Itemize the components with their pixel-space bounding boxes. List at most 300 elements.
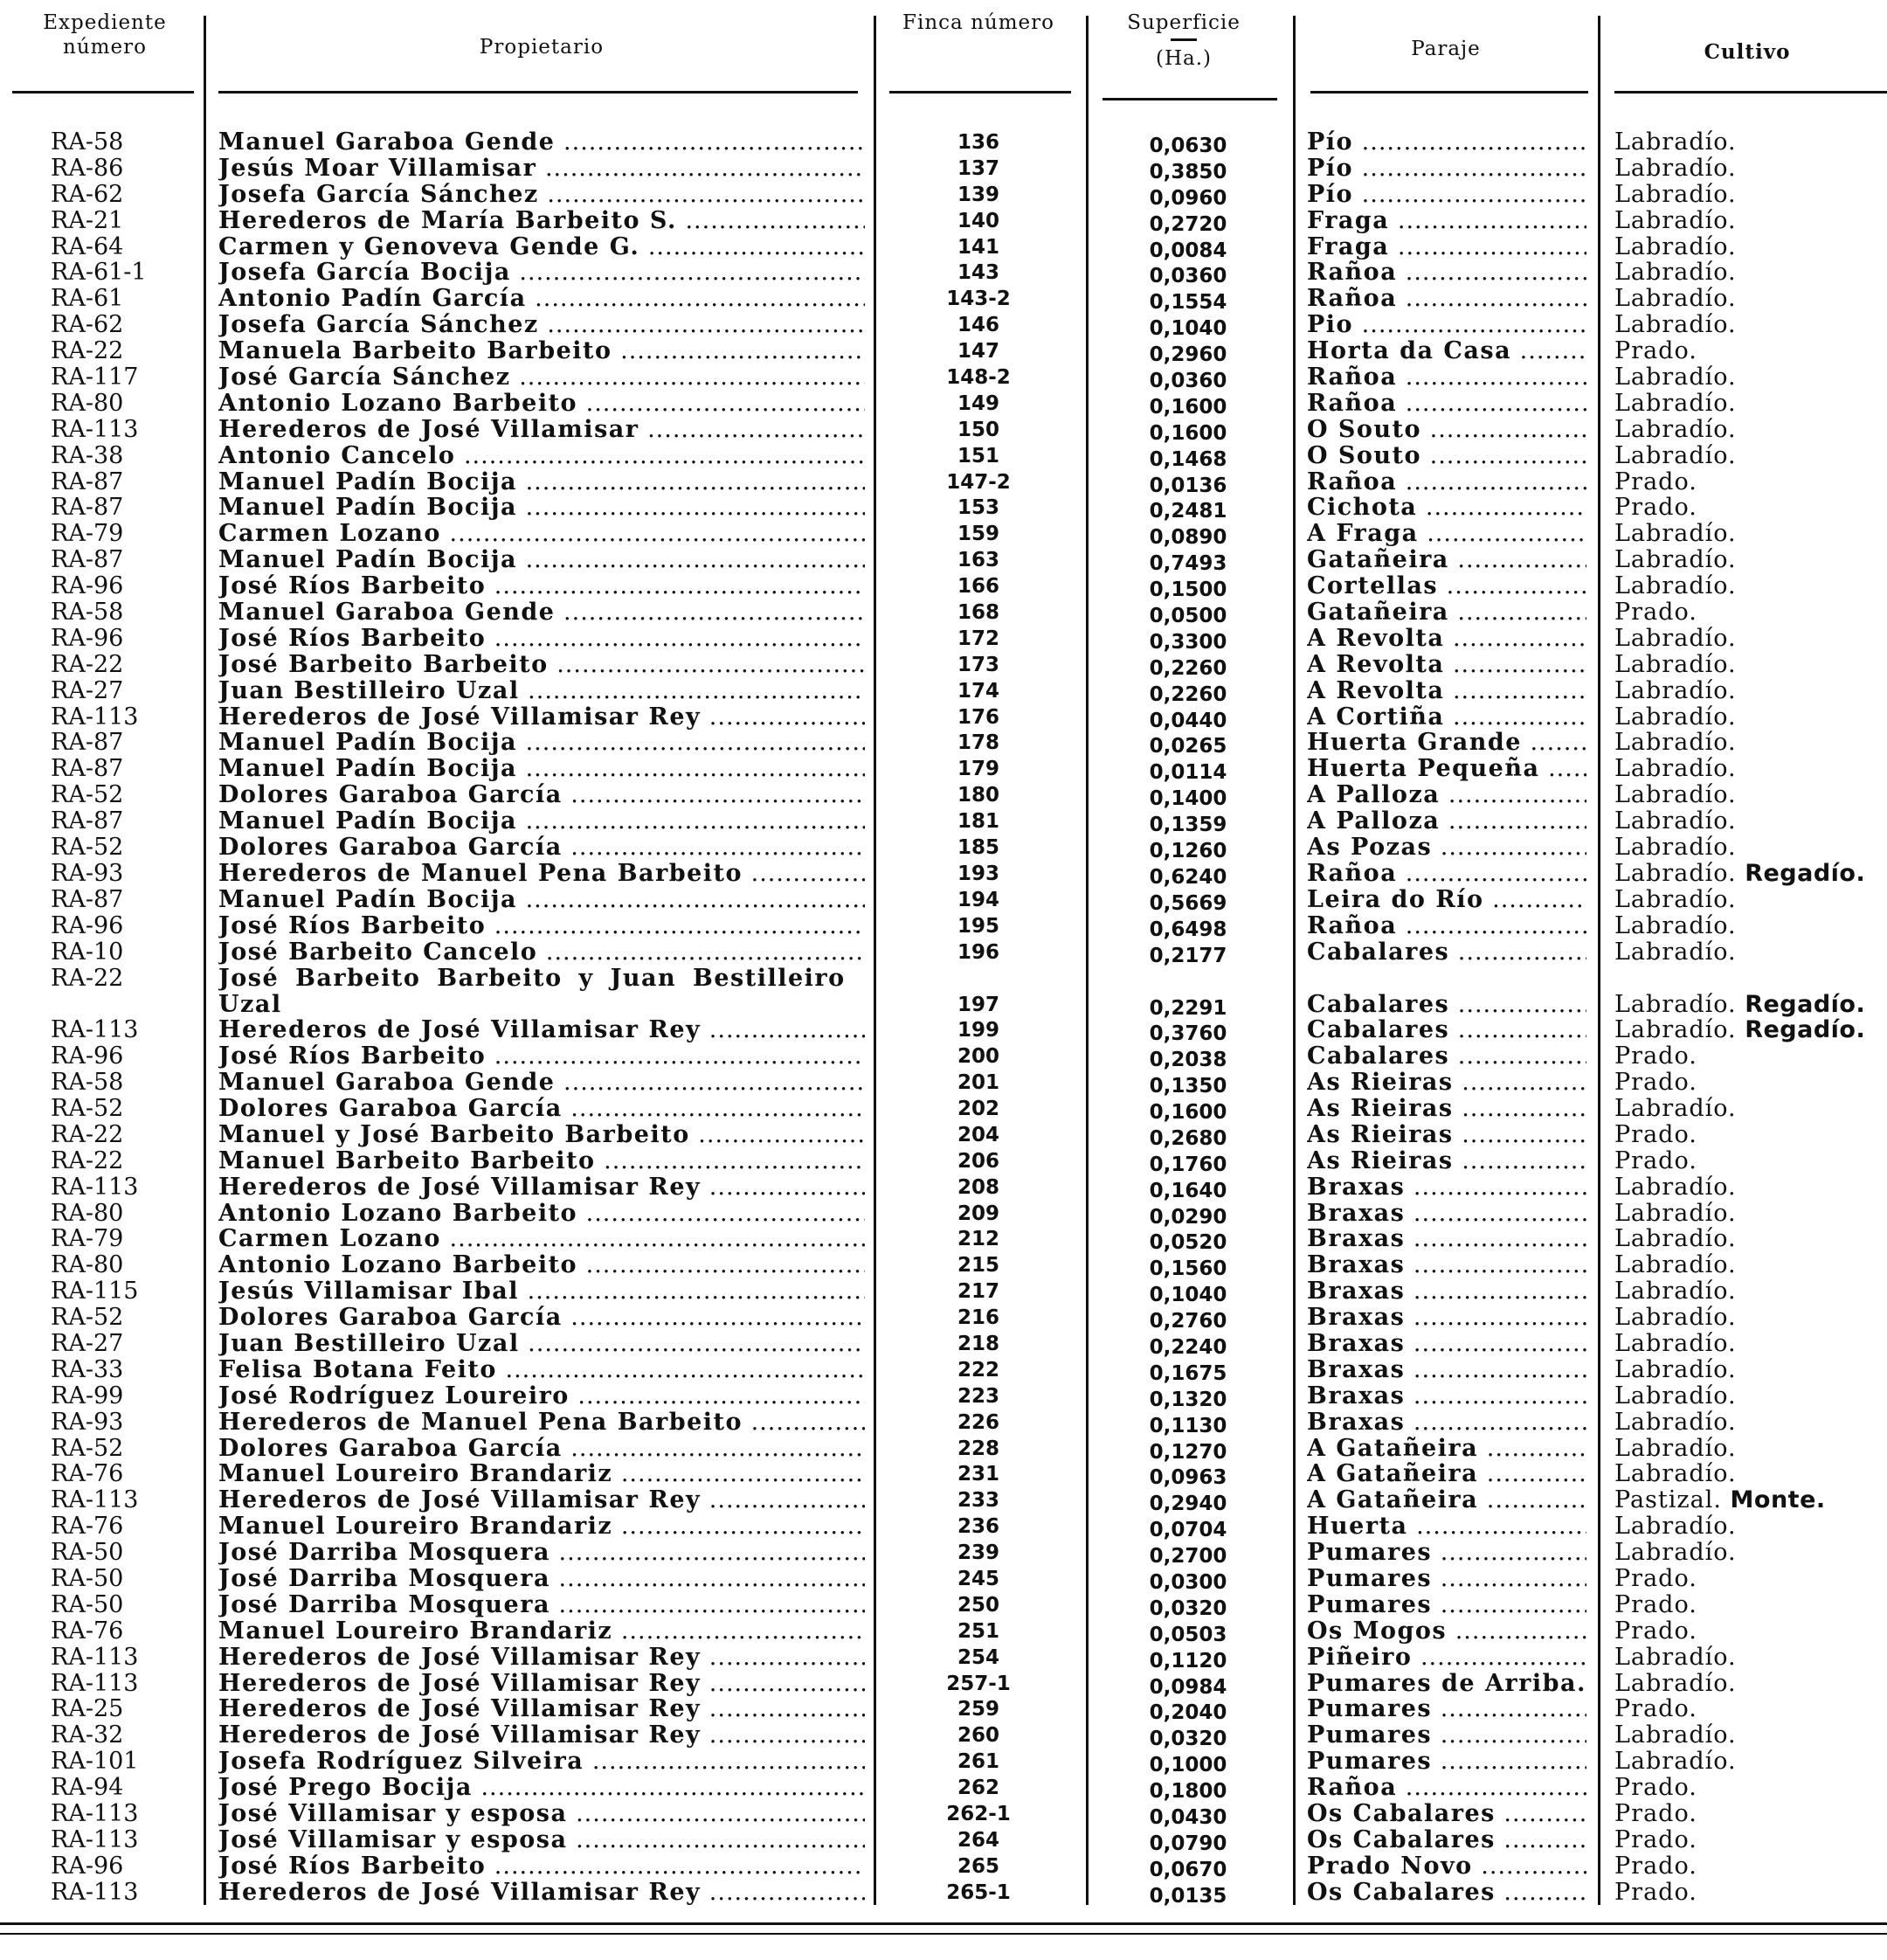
table-row bbox=[0, 1801, 1887, 1830]
superficie-cell: 0,2960 bbox=[1149, 343, 1227, 367]
cultivo-primary: Prado. bbox=[1614, 1617, 1697, 1645]
expediente-cell: RA-94 bbox=[51, 1775, 124, 1802]
finca-cell: 172 bbox=[957, 627, 999, 650]
cultivo-primary: Labradío. bbox=[1614, 547, 1737, 574]
finca-cell: 201 bbox=[957, 1071, 999, 1095]
propietario-cell: Manuel Padín Bocija ..... bbox=[218, 547, 865, 573]
paraje-cell: Braxas ..... bbox=[1307, 1252, 1586, 1278]
header-superficie-label: Superficie bbox=[1127, 11, 1241, 34]
cultivo-primary: Labradío. bbox=[1614, 860, 1737, 887]
table-row bbox=[0, 1645, 1887, 1671]
table-row bbox=[0, 312, 1887, 341]
cultivo-primary: Labradío. bbox=[1614, 1252, 1737, 1279]
cultivo-primary: Labradío. bbox=[1614, 1330, 1737, 1357]
cultivo-primary: Labradío. bbox=[1614, 991, 1737, 1018]
expediente-cell: RA-22 bbox=[51, 965, 124, 992]
cultivo-cell bbox=[1614, 338, 1887, 364]
table-row bbox=[0, 1148, 1887, 1174]
finca-cell: 223 bbox=[957, 1384, 999, 1408]
expediente-cell: RA-87 bbox=[51, 808, 124, 835]
cultivo-primary: Labradío. bbox=[1614, 1644, 1737, 1671]
propietario-cell: Manuel Padín Bocija ..... bbox=[218, 730, 865, 756]
propietario-cell: Manuel y José Barbeito Barbeito ..... bbox=[218, 1122, 865, 1148]
finca-cell: 199 bbox=[957, 1019, 999, 1042]
finca-cell: 261 bbox=[957, 1750, 999, 1774]
cultivo-cell bbox=[1614, 808, 1887, 835]
table-row bbox=[0, 234, 1887, 260]
table-row bbox=[0, 469, 1887, 495]
paraje-cell: A Palloza ..... bbox=[1307, 808, 1586, 835]
finca-cell: 185 bbox=[957, 836, 999, 860]
finca-cell: 141 bbox=[957, 235, 999, 259]
propietario-cell: Dolores Garaboa García ..... bbox=[218, 782, 865, 808]
cultivo-cell bbox=[1614, 599, 1887, 626]
superficie-cell: 0,2720 bbox=[1149, 212, 1227, 236]
superficie-cell: 0,1675 bbox=[1149, 1361, 1227, 1385]
cultivo-primary: Prado. bbox=[1614, 1826, 1697, 1853]
cultivo-primary: Labradío. bbox=[1614, 782, 1737, 809]
finca-cell: 166 bbox=[957, 575, 999, 599]
cultivo-primary: Prado. bbox=[1614, 1566, 1697, 1592]
header-rule-cultivo bbox=[1614, 91, 1887, 93]
superficie-cell: 0,3850 bbox=[1149, 160, 1227, 184]
expediente-cell: RA-27 bbox=[51, 677, 124, 704]
propietario-cell: Juan Bestilleiro Uzal ..... bbox=[218, 678, 865, 704]
cultivo-cell bbox=[1614, 992, 1887, 1018]
paraje-cell: A Gatañeira ..... bbox=[1307, 1436, 1586, 1462]
propietario-cell: Antonio Padín García ..... bbox=[218, 286, 865, 312]
propietario-cell: Josefa García Bocija ..... bbox=[218, 260, 865, 286]
header-rule-expediente bbox=[12, 91, 194, 93]
table-row bbox=[0, 1305, 1887, 1331]
table-row bbox=[0, 1096, 1887, 1122]
table-row bbox=[0, 1592, 1887, 1618]
cultivo-cell bbox=[1614, 495, 1887, 521]
paraje-cell: Rañoa ..... bbox=[1307, 364, 1586, 391]
table-row bbox=[0, 887, 1887, 913]
table-row bbox=[0, 1749, 1887, 1775]
paraje-cell: Cabalares ..... bbox=[1307, 1043, 1586, 1070]
paraje-cell: A Gatañeira ..... bbox=[1307, 1487, 1586, 1513]
table-row bbox=[0, 156, 1887, 182]
finca-cell: 194 bbox=[957, 888, 999, 911]
table-body bbox=[0, 129, 1887, 1906]
expediente-cell: RA-52 bbox=[51, 1435, 124, 1462]
propietario-cell: José Villamisar y esposa ..... bbox=[218, 1827, 865, 1853]
expediente-cell: RA-76 bbox=[51, 1617, 124, 1645]
propietario-cell: Herederos de José Villamisar Rey ..... bbox=[218, 1880, 865, 1906]
propietario-cell: Manuel Garaboa Gende ..... bbox=[218, 1070, 865, 1096]
table-row bbox=[0, 1540, 1887, 1569]
superficie-cell: 0,2260 bbox=[1149, 656, 1227, 680]
expediente-cell: RA-10 bbox=[51, 938, 124, 966]
propietario-cell: Dolores Garaboa García ..... bbox=[218, 835, 865, 861]
cultivo-primary: Prado. bbox=[1614, 1775, 1697, 1802]
finca-cell: 193 bbox=[957, 862, 999, 885]
cultivo-cell bbox=[1614, 547, 1887, 573]
paraje-cell: Piñeiro ..... bbox=[1307, 1645, 1586, 1671]
cultivo-primary: Prado. bbox=[1614, 1070, 1697, 1097]
superficie-cell: 0,1270 bbox=[1149, 1440, 1227, 1464]
cultivo-primary: Prado. bbox=[1614, 1801, 1697, 1828]
cultivo-primary: Labradío. bbox=[1614, 442, 1737, 469]
expediente-cell: RA-113 bbox=[51, 1017, 139, 1044]
finca-cell: 239 bbox=[957, 1541, 999, 1565]
cultivo-primary: Labradío. bbox=[1614, 1174, 1737, 1201]
header-expediente: Expediente número bbox=[43, 11, 167, 59]
finca-cell: 265 bbox=[957, 1854, 999, 1878]
finca-cell: 231 bbox=[957, 1463, 999, 1486]
cultivo-cell bbox=[1614, 1383, 1887, 1409]
superficie-cell: 0,1760 bbox=[1149, 1153, 1227, 1176]
finca-cell: 257-1 bbox=[946, 1672, 1011, 1695]
paraje-cell: Pumares ..... bbox=[1307, 1696, 1586, 1722]
cultivo-cell bbox=[1614, 1278, 1887, 1305]
paraje-cell: As Rieiras ..... bbox=[1307, 1070, 1586, 1096]
superficie-cell: 0,0114 bbox=[1149, 761, 1227, 785]
propietario-cell: Manuel Garaboa Gende ..... bbox=[218, 129, 865, 156]
cultivo-cell bbox=[1614, 1201, 1887, 1227]
superficie-cell: 0,1468 bbox=[1149, 447, 1227, 471]
cultivo-primary: Labradío. bbox=[1614, 835, 1737, 862]
finca-cell: 208 bbox=[957, 1175, 999, 1199]
propietario-cell: Manuel Loureiro Brandariz ..... bbox=[218, 1513, 865, 1540]
expediente-cell: RA-80 bbox=[51, 1252, 124, 1279]
paraje-cell: Braxas ..... bbox=[1307, 1201, 1586, 1227]
finca-cell: 195 bbox=[957, 914, 999, 938]
expediente-cell: RA-87 bbox=[51, 730, 124, 757]
finca-cell: 168 bbox=[957, 601, 999, 625]
cultivo-secondary: Regadío. bbox=[1745, 860, 1866, 887]
superficie-cell: 0,1359 bbox=[1149, 814, 1227, 837]
table-row bbox=[0, 338, 1887, 367]
cultivo-cell bbox=[1614, 208, 1887, 234]
paraje-cell: A Palloza ..... bbox=[1307, 782, 1586, 808]
propietario-cell: Herederos de José Villamisar Rey ..... bbox=[218, 1645, 865, 1671]
finca-cell: 147-2 bbox=[946, 470, 1011, 494]
superficie-cell: 0,1000 bbox=[1149, 1754, 1227, 1777]
expediente-cell: RA-33 bbox=[51, 1356, 124, 1383]
cultivo-primary: Prado. bbox=[1614, 1043, 1697, 1070]
cultivo-cell bbox=[1614, 1566, 1887, 1592]
cultivo-primary: Labradío. bbox=[1614, 155, 1737, 182]
cultivo-cell bbox=[1614, 887, 1887, 913]
finca-cell: 254 bbox=[957, 1645, 999, 1669]
finca-cell: 140 bbox=[957, 209, 999, 232]
propietario-cell: Josefa García Sánchez ..... bbox=[218, 312, 865, 338]
paraje-cell: Os Mogos ..... bbox=[1307, 1618, 1586, 1645]
superficie-cell: 0,0360 bbox=[1149, 265, 1227, 288]
paraje-cell: Os Cabalares ..... bbox=[1307, 1827, 1586, 1853]
finca-cell: 149 bbox=[957, 391, 999, 415]
table-row bbox=[0, 652, 1887, 678]
table-row bbox=[0, 1513, 1887, 1540]
superficie-cell: 0,0984 bbox=[1149, 1675, 1227, 1699]
finca-cell: 245 bbox=[957, 1568, 999, 1590]
paraje-cell: As Rieiras ..... bbox=[1307, 1148, 1586, 1174]
propietario-cell: José Ríos Barbeito ..... bbox=[218, 573, 865, 599]
expediente-cell: RA-21 bbox=[51, 207, 124, 234]
table-row bbox=[0, 417, 1887, 443]
cultivo-primary: Prado. bbox=[1614, 1853, 1697, 1880]
expediente-cell: RA-25 bbox=[51, 1696, 124, 1723]
superficie-cell: 0,0963 bbox=[1149, 1466, 1227, 1490]
table-row bbox=[0, 1618, 1887, 1645]
table-row bbox=[0, 913, 1887, 939]
paraje-cell: Huerta Grande ..... bbox=[1307, 730, 1586, 756]
finca-cell: 181 bbox=[957, 810, 999, 834]
cultivo-primary: Labradío. bbox=[1614, 1278, 1737, 1306]
propietario-cell: Herederos de José Villamisar Rey ..... bbox=[218, 1696, 865, 1722]
finca-cell: 159 bbox=[957, 523, 999, 546]
expediente-cell: RA-80 bbox=[51, 390, 124, 417]
finca-cell: 259 bbox=[957, 1698, 999, 1721]
table-row bbox=[0, 626, 1887, 652]
bottom-rule bbox=[0, 1922, 1887, 1925]
cultivo-cell bbox=[1614, 1357, 1887, 1383]
paraje-cell: Huerta Pequeña ..... bbox=[1307, 756, 1586, 782]
propietario-cell: José Ríos Barbeito ..... bbox=[218, 1043, 865, 1070]
expediente-cell: RA-50 bbox=[51, 1591, 124, 1618]
finca-cell: 137 bbox=[957, 156, 999, 180]
paraje-cell: Braxas ..... bbox=[1307, 1305, 1586, 1331]
table-row bbox=[0, 521, 1887, 550]
superficie-cell: 0,7493 bbox=[1149, 552, 1227, 576]
propietario-cell: Herederos de José Villamisar Rey ..... bbox=[218, 1174, 865, 1201]
superficie-cell: 0,1500 bbox=[1149, 578, 1227, 602]
paraje-cell: Rañoa ..... bbox=[1307, 913, 1586, 939]
expediente-cell: RA-93 bbox=[51, 860, 124, 887]
cultivo-cell bbox=[1614, 1540, 1887, 1566]
expediente-cell: RA-87 bbox=[51, 468, 124, 495]
paraje-cell: Cabalares ..... bbox=[1307, 1017, 1586, 1043]
table-row bbox=[0, 364, 1887, 391]
propietario-cell: José Barbeito Cancelo ..... bbox=[218, 939, 865, 966]
superficie-cell: 0,2040 bbox=[1149, 1701, 1227, 1725]
cultivo-primary: Labradío. bbox=[1614, 1670, 1737, 1697]
propietario-cell: Manuel Padín Bocija ..... bbox=[218, 756, 865, 782]
cultivo-cell bbox=[1614, 364, 1887, 391]
paraje-cell: Braxas ..... bbox=[1307, 1278, 1586, 1305]
cultivo-primary: Labradío. bbox=[1614, 364, 1737, 391]
cultivo-cell bbox=[1614, 469, 1887, 495]
superficie-cell: 0,1400 bbox=[1149, 787, 1227, 811]
cultivo-cell bbox=[1614, 286, 1887, 312]
superficie-cell: 0,2700 bbox=[1149, 1545, 1227, 1569]
superficie-cell: 0,6498 bbox=[1149, 918, 1227, 941]
cultivo-primary: Labradío. bbox=[1614, 1200, 1737, 1227]
expediente-cell: RA-113 bbox=[51, 1670, 139, 1697]
finca-cell: 250 bbox=[957, 1593, 999, 1617]
propietario-cell: Felisa Botana Feito ..... bbox=[218, 1357, 865, 1383]
cultivo-cell bbox=[1614, 626, 1887, 652]
table-row bbox=[0, 1122, 1887, 1148]
header-superficie bbox=[1096, 10, 1271, 71]
propietario-cell: José Villamisar y esposa ..... bbox=[218, 1801, 865, 1827]
paraje-cell: Braxas ..... bbox=[1307, 1409, 1586, 1436]
cultivo-primary: Labradío. bbox=[1614, 1226, 1737, 1253]
paraje-cell: Pumares ..... bbox=[1307, 1592, 1586, 1618]
cultivo-primary: Labradío. bbox=[1614, 1461, 1737, 1488]
header-finca: Finca número bbox=[902, 11, 1054, 34]
superficie-cell: 0,2038 bbox=[1149, 1049, 1227, 1072]
header-rule-superficie bbox=[1102, 98, 1277, 100]
finca-cell: 147 bbox=[957, 340, 999, 364]
table-row bbox=[0, 1566, 1887, 1592]
cultivo-cell bbox=[1614, 443, 1887, 469]
cultivo-primary: Labradío. bbox=[1614, 416, 1737, 443]
paraje-cell: Rañoa ..... bbox=[1307, 1775, 1586, 1801]
finca-cell: 176 bbox=[957, 705, 999, 729]
cultivo-primary: Prado. bbox=[1614, 338, 1697, 365]
cultivo-cell bbox=[1614, 129, 1887, 156]
finca-cell: 146 bbox=[957, 314, 999, 337]
expediente-cell: RA-52 bbox=[51, 1305, 124, 1332]
paraje-cell: Pío ..... bbox=[1307, 182, 1586, 208]
finca-cell: 216 bbox=[957, 1306, 999, 1330]
table-row bbox=[0, 1722, 1887, 1749]
table-row bbox=[0, 678, 1887, 704]
paraje-cell: Cichota ..... bbox=[1307, 495, 1586, 521]
paraje-cell: Cabalares ..... bbox=[1307, 992, 1586, 1018]
cultivo-cell bbox=[1614, 1487, 1887, 1513]
superficie-cell: 0,1120 bbox=[1149, 1649, 1227, 1673]
finca-cell: 228 bbox=[957, 1437, 999, 1460]
expediente-cell: RA-61-1 bbox=[51, 260, 147, 287]
cultivo-primary: Prado. bbox=[1614, 1147, 1697, 1174]
superficie-cell: 0,1260 bbox=[1149, 840, 1227, 863]
superficie-cell: 0,1640 bbox=[1149, 1179, 1227, 1202]
header-rule-paraje bbox=[1310, 91, 1588, 93]
propietario-cell: Manuel Padín Bocija ..... bbox=[218, 469, 865, 495]
propietario-cell: Herederos de María Barbeito S. ..... bbox=[218, 208, 865, 234]
table-row bbox=[0, 782, 1887, 811]
bottom-rule-double bbox=[0, 1933, 1887, 1935]
cultivo-secondary: Regadío. bbox=[1745, 1017, 1866, 1044]
cultivo-cell bbox=[1614, 312, 1887, 338]
paraje-cell: Fraga ..... bbox=[1307, 208, 1586, 234]
table-row bbox=[0, 547, 1887, 576]
superficie-cell: 0,3760 bbox=[1149, 1022, 1227, 1046]
paraje-cell: As Pozas ..... bbox=[1307, 835, 1586, 861]
table-row bbox=[0, 286, 1887, 315]
expediente-cell: RA-22 bbox=[51, 1147, 124, 1174]
paraje-cell: O Souto ..... bbox=[1307, 417, 1586, 443]
finca-cell: 148-2 bbox=[946, 366, 1011, 390]
paraje-cell: A Revolta ..... bbox=[1307, 626, 1586, 652]
expediente-cell: RA-52 bbox=[51, 835, 124, 862]
propietario-cell: Herederos de Manuel Pena Barbeito ..... bbox=[218, 861, 865, 887]
cultivo-primary: Prado. bbox=[1614, 599, 1697, 627]
cultivo-primary: Labradío. bbox=[1614, 1356, 1737, 1383]
superficie-cell: 0,0430 bbox=[1149, 1806, 1227, 1830]
expediente-cell: RA-86 bbox=[51, 155, 124, 182]
cultivo-primary: Labradío. bbox=[1614, 677, 1737, 704]
propietario-cell: Josefa García Sánchez ..... bbox=[218, 182, 865, 208]
superficie-cell: 0,0890 bbox=[1149, 526, 1227, 550]
cultivo-primary: Pastizal. bbox=[1614, 1487, 1722, 1514]
expediente-cell: RA-22 bbox=[51, 1121, 124, 1148]
superficie-cell: 0,0670 bbox=[1149, 1858, 1227, 1881]
superficie-cell: 0,0790 bbox=[1149, 1832, 1227, 1855]
cultivo-primary: Labradío. bbox=[1614, 233, 1737, 260]
cultivo-cell bbox=[1614, 1592, 1887, 1618]
table-row bbox=[0, 208, 1887, 234]
header-superficie-dash bbox=[1171, 38, 1197, 41]
finca-cell: 202 bbox=[957, 1097, 999, 1120]
paraje-cell: Pumares ..... bbox=[1307, 1540, 1586, 1566]
cultivo-cell bbox=[1614, 1775, 1887, 1801]
cultivo-cell bbox=[1614, 1461, 1887, 1487]
cultivo-cell bbox=[1614, 1043, 1887, 1070]
cultivo-cell bbox=[1614, 1618, 1887, 1645]
superficie-cell: 0,0440 bbox=[1149, 709, 1227, 732]
expediente-cell: RA-50 bbox=[51, 1566, 124, 1592]
cultivo-cell bbox=[1614, 1096, 1887, 1122]
cultivo-primary: Labradío. bbox=[1614, 938, 1737, 966]
table-row bbox=[0, 1252, 1887, 1281]
cultivo-cell bbox=[1614, 1880, 1887, 1906]
propietario-cell: José Darriba Mosquera ..... bbox=[218, 1592, 865, 1618]
cultivo-cell bbox=[1614, 573, 1887, 599]
propietario-cell: Jesús Moar Villamisar ..... bbox=[218, 156, 865, 182]
finca-cell: 222 bbox=[957, 1358, 999, 1382]
finca-cell: 262 bbox=[957, 1776, 999, 1800]
propietario-cell: Herederos de José Villamisar Rey ..... bbox=[218, 1487, 865, 1513]
paraje-cell: Fraga ..... bbox=[1307, 234, 1586, 260]
table-row bbox=[0, 1226, 1887, 1255]
superficie-cell: 0,0300 bbox=[1149, 1571, 1227, 1594]
paraje-cell: Rañoa ..... bbox=[1307, 260, 1586, 286]
finca-cell: 139 bbox=[957, 183, 999, 206]
table-row bbox=[0, 260, 1887, 286]
propietario-cell: Manuela Barbeito Barbeito ..... bbox=[218, 338, 865, 364]
cultivo-cell bbox=[1614, 1853, 1887, 1880]
cultivo-primary: Prado. bbox=[1614, 495, 1697, 522]
expediente-cell: RA-115 bbox=[51, 1278, 139, 1306]
table-row bbox=[0, 495, 1887, 521]
paraje-cell: Gatañeira ..... bbox=[1307, 599, 1586, 626]
cultivo-primary: Labradío. bbox=[1614, 390, 1737, 417]
paraje-cell: A Revolta ..... bbox=[1307, 678, 1586, 704]
superficie-cell: 0,0135 bbox=[1149, 1884, 1227, 1908]
finca-cell: 217 bbox=[957, 1280, 999, 1304]
cultivo-cell bbox=[1614, 1513, 1887, 1540]
superficie-cell: 0,2760 bbox=[1149, 1310, 1227, 1333]
paraje-cell: Cabalares ..... bbox=[1307, 939, 1586, 966]
finca-cell: 173 bbox=[957, 653, 999, 676]
superficie-cell: 0,1554 bbox=[1149, 291, 1227, 315]
superficie-cell: 0,2260 bbox=[1149, 682, 1227, 706]
table-row bbox=[0, 1853, 1887, 1880]
superficie-cell: 0,1320 bbox=[1149, 1388, 1227, 1411]
cultivo-primary: Labradío. bbox=[1614, 207, 1737, 234]
expediente-cell: RA-113 bbox=[51, 1174, 139, 1201]
table-row bbox=[0, 1827, 1887, 1853]
superficie-cell: 0,1800 bbox=[1149, 1780, 1227, 1804]
table-row bbox=[0, 730, 1887, 756]
table-row bbox=[0, 1070, 1887, 1096]
table-row bbox=[0, 1775, 1887, 1804]
table-row bbox=[0, 1357, 1887, 1383]
table-row bbox=[0, 129, 1887, 156]
expediente-cell: RA-101 bbox=[51, 1749, 139, 1776]
propietario-cell: Dolores Garaboa García ..... bbox=[218, 1096, 865, 1122]
superficie-cell: 0,2680 bbox=[1149, 1126, 1227, 1150]
cultivo-primary: Labradío. bbox=[1614, 1409, 1737, 1436]
table-row bbox=[0, 1436, 1887, 1462]
propietario-cell: Juan Bestilleiro Uzal ..... bbox=[218, 1331, 865, 1357]
